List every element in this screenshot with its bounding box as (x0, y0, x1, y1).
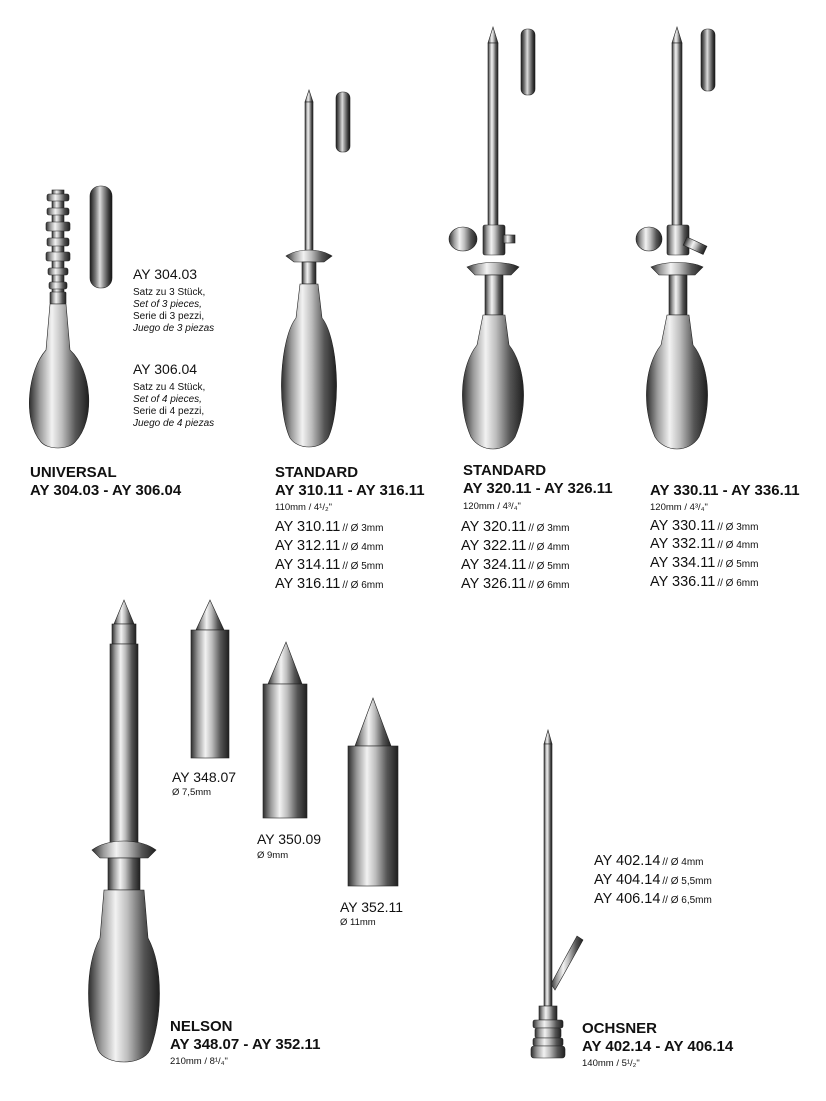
trocar-stopcock-icon (445, 25, 555, 455)
standard3-item-3: AY 334.11 // Ø 5mm (650, 555, 759, 571)
standard3-item-1: AY 330.11 // Ø 3mm (650, 518, 759, 534)
ochsner-item-1: AY 402.14 // Ø 4mm (594, 853, 704, 869)
universal-set-code-1: AY 304.03 (133, 266, 198, 282)
standard3-range: AY 330.11 - AY 336.11 (650, 482, 800, 499)
standard1-length: 110mm / 4¹/₂" (275, 502, 333, 513)
nelson-tip-code-2: AY 350.09 (257, 831, 322, 847)
standard2-item-1: AY 320.11 // Ø 3mm (461, 519, 570, 535)
nelson-name: NELSON (170, 1018, 233, 1035)
standard1-name: STANDARD (275, 464, 359, 481)
standard2-item-4: AY 326.11 // Ø 6mm (461, 576, 570, 592)
standard2-name: STANDARD (463, 462, 547, 479)
universal-set-de-2: Satz zu 4 Stück, (133, 382, 206, 393)
universal-set-en-2: Set of 4 pieces, (133, 394, 202, 405)
nelson-tip-dia-2: Ø 9mm (257, 850, 289, 861)
universal-set-code-2: AY 306.04 (133, 361, 198, 377)
trocar-universal-handle-icon (30, 180, 130, 455)
universal-range: AY 304.03 - AY 306.04 (30, 482, 182, 499)
universal-set-es-1: Juego de 3 piezas (133, 323, 215, 334)
universal-set-de-1: Satz zu 3 Stück, (133, 287, 206, 298)
ochsner-range: AY 402.14 - AY 406.14 (582, 1038, 734, 1055)
nelson-tip-dia-1: Ø 7,5mm (172, 787, 212, 798)
ochsner-item-2: AY 404.14 // Ø 5,5mm (594, 872, 712, 888)
standard3-item-4: AY 336.11 // Ø 6mm (650, 574, 759, 590)
trocar-ochsner-icon (525, 728, 605, 1068)
ochsner-name: OCHSNER (582, 1020, 658, 1037)
universal-set-it-2: Serie di 4 pezzi, (133, 406, 205, 417)
nelson-length: 210mm / 8¹/₄" (170, 1056, 228, 1067)
nelson-tip-code-1: AY 348.07 (172, 769, 237, 785)
standard1-item-2: AY 312.11 // Ø 4mm (275, 538, 384, 554)
trocar-tip-icon (188, 598, 232, 760)
trocar-tip-icon (260, 640, 310, 820)
standard2-item-3: AY 324.11 // Ø 5mm (461, 557, 570, 573)
standard1-item-4: AY 316.11 // Ø 6mm (275, 576, 384, 592)
standard3-length: 120mm / 4³/₄" (650, 502, 708, 513)
standard2-range: AY 320.11 - AY 326.11 (463, 480, 613, 497)
ochsner-length: 140mm / 5¹/₂" (582, 1058, 640, 1069)
standard1-range: AY 310.11 - AY 316.11 (275, 482, 425, 499)
standard2-item-2: AY 322.11 // Ø 4mm (461, 538, 570, 554)
trocar-nelson-icon (88, 598, 168, 1068)
universal-set-en-1: Set of 3 pieces, (133, 299, 202, 310)
nelson-tip-dia-3: Ø 11mm (340, 917, 376, 928)
standard1-item-3: AY 314.11 // Ø 5mm (275, 557, 384, 573)
trocar-stopcock-icon (635, 25, 745, 455)
universal-set-it-1: Serie di 3 pezzi, (133, 311, 205, 322)
universal-name: UNIVERSAL (30, 464, 117, 481)
nelson-range: AY 348.07 - AY 352.11 (170, 1036, 321, 1053)
standard1-item-1: AY 310.11 // Ø 3mm (275, 519, 384, 535)
nelson-tip-code-3: AY 352.11 (340, 899, 404, 915)
trocar-standard-icon (280, 88, 380, 458)
standard2-length: 120mm / 4³/₄" (463, 501, 521, 512)
trocar-tip-icon (345, 696, 401, 888)
ochsner-item-3: AY 406.14 // Ø 6,5mm (594, 891, 712, 907)
standard3-item-2: AY 332.11 // Ø 4mm (650, 536, 759, 552)
universal-set-es-2: Juego de 4 piezas (133, 418, 215, 429)
